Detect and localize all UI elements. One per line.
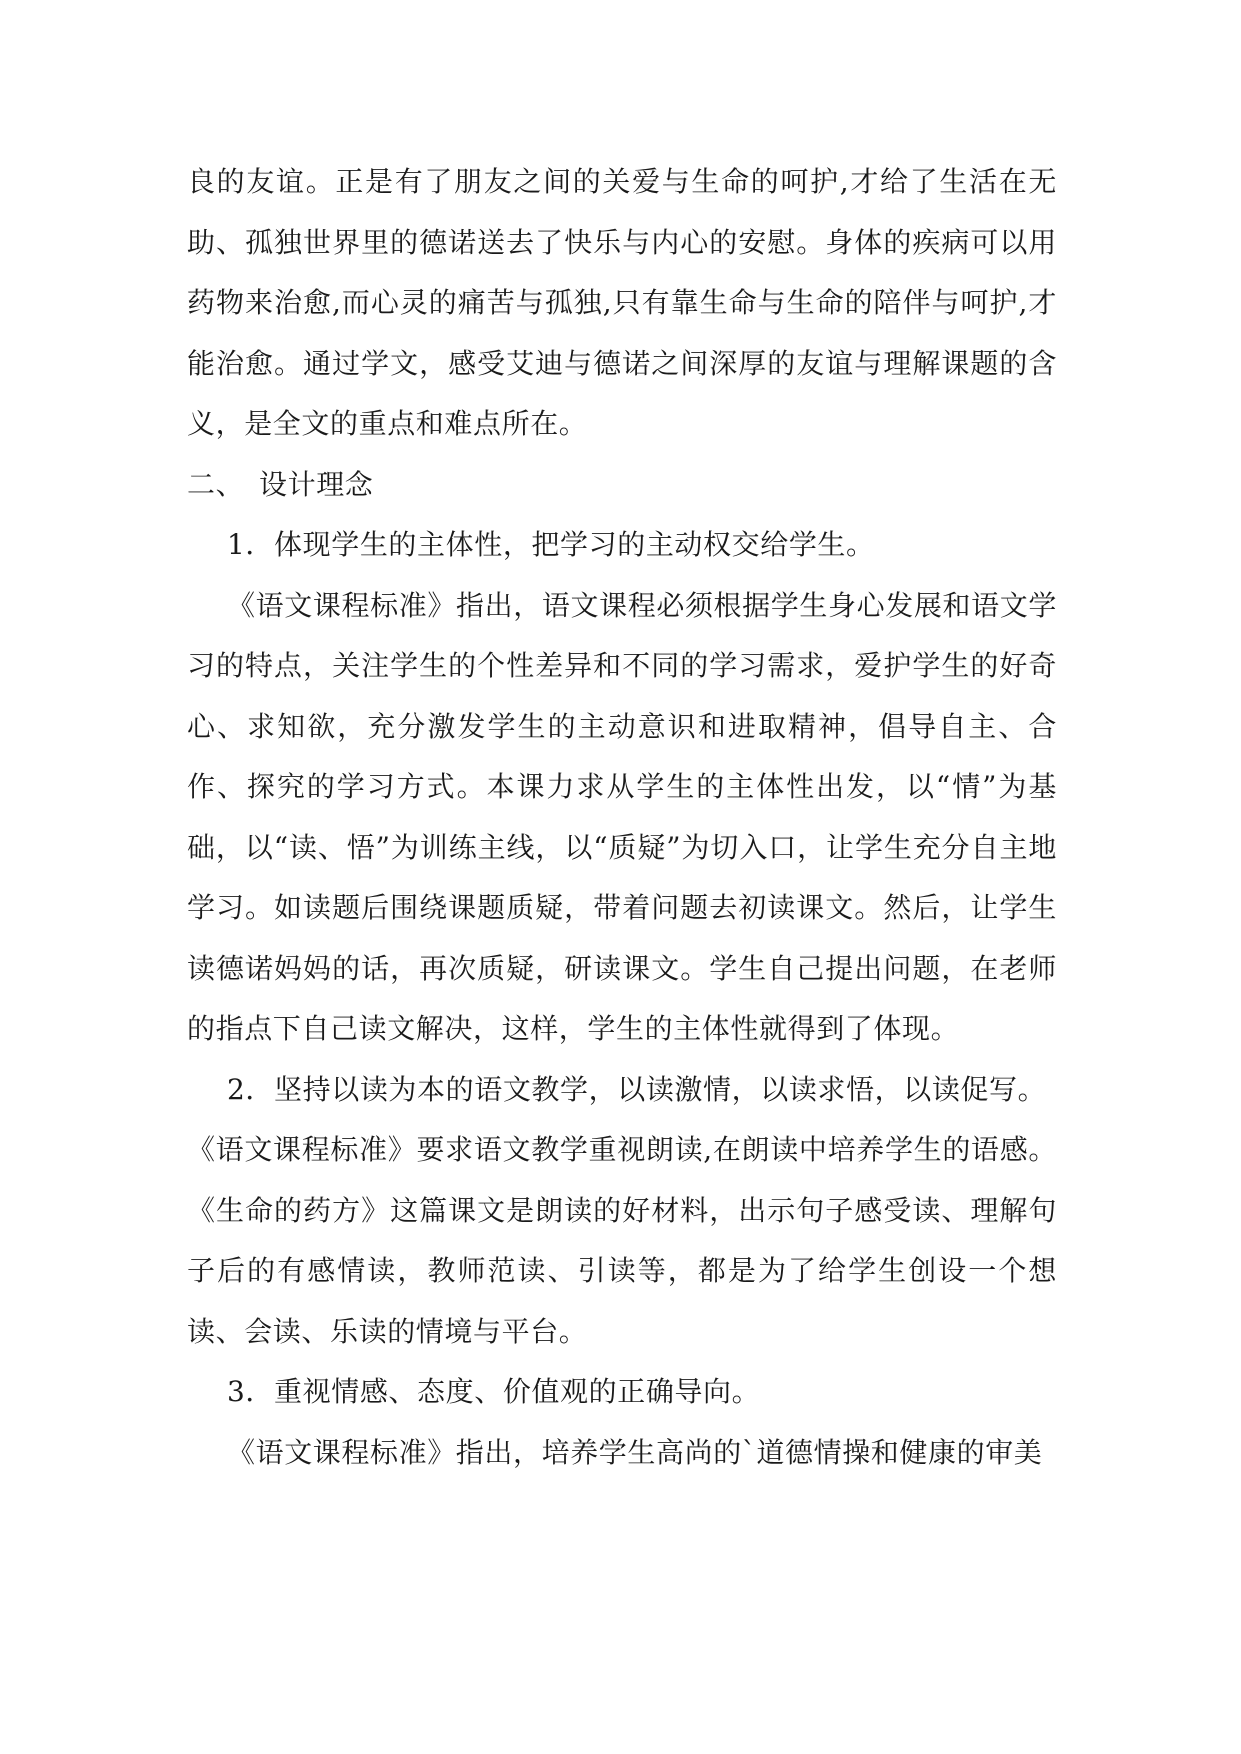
section-number: 二、 — [187, 467, 245, 501]
point-2-title: 2．坚持以读为本的语文教学，以读激情，以读求悟，以读促写。 — [227, 1072, 1047, 1106]
section-heading — [187, 455, 1057, 516]
point-3-title: 3．重视情感、态度、价值观的正确导向。 — [227, 1375, 761, 1408]
paragraph-intro-continuation: 良的友谊。正是有了朋友之间的关爱与生命的呵护,才给了生活在无助、孤独世界里的德诺送去了快乐与内心的安慰。身体的疾病可以用药物来治愈,而心灵的痛苦与孤独,只有靠生命与生命的陪伴与呵护,才能治愈。通过学文，感受艾迪与德诺之间深厚的友谊与理解课题的含义，是全文的重点和难点所在。 — [187, 165, 1057, 440]
point-1-body: 《语文课程标准》指出，语文课程必须根据学生身心发展和语文学习的特点，关注学生的个性差异和不同的学习需求，爱护学生的好奇心、求知欲，充分激发学生的主动意识和进取精神，倡导自主、合作、探究的学习方式。本课力求从学生的主体性出发，以“情”为基础，以“读、悟”为训练主线，以“质疑”为切入口，让学生充分自主地学习。如读题后围绕课题质疑，带着问题去初读课文。然后，让学生读德诺妈妈的话，再次质疑，研读课文。学生自己提出问题，在老师的指点下自己读文解决，这样，学生的主体性就得到了体现。 — [187, 588, 1057, 1045]
document-body — [187, 152, 1057, 1483]
section-title: 设计理念 — [259, 467, 374, 501]
point-1-title: 1．体现学生的主体性，把学习的主动权交给学生。 — [227, 528, 875, 561]
point-3-body: 《语文课程标准》指出，培养学生高尚的`道德情操和健康的审美 — [227, 1435, 1043, 1469]
point-2-body: 《语文课程标准》要求语文教学重视朗读,在朗读中培养学生的语感。《生命的药方》这篇课文是朗读的好材料，出示句子感受读、理解句子后的有感情读，教师范读、引读等，都是为了给学生创设一个想读、会读、乐读的情境与平台。 — [187, 1133, 1057, 1348]
